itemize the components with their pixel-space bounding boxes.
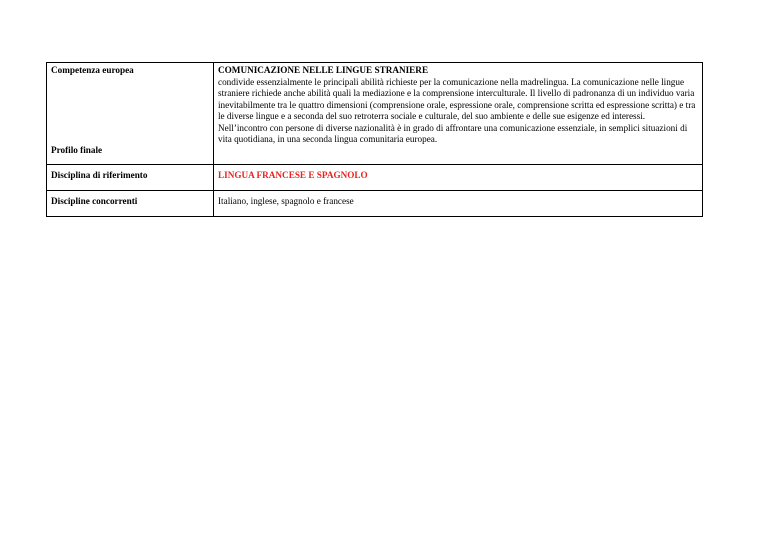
competence-description: condivide essenzialmente le principali abilità richieste per la comunicazione nella madrelingua. La comunicazione nelle lingue straniere richiede anche abilità quali la mediazione e la comprensione interculturale. Il livello di padronanza di un individuo varia inevitabilmente tra le quattro dimensioni (comprensione orale, espressione orale, comprensione scritta ed espressione scritta) e tra le diverse lingue e a seconda del suo retroterra sociale e culturale, del suo ambiente e delle sue esigenze ed interessi. bbox=[218, 76, 696, 121]
table-row bbox=[47, 191, 703, 217]
table-row bbox=[47, 165, 703, 191]
reference-discipline: LINGUA FRANCESE E SPAGNOLO bbox=[218, 170, 368, 180]
label-cell bbox=[47, 63, 214, 165]
label-discipline-concorrenti: Discipline concorrenti bbox=[47, 191, 214, 217]
label-disciplina-riferimento: Disciplina di riferimento bbox=[47, 165, 214, 191]
concurrent-disciplines: Italiano, inglese, spagnolo e francese bbox=[214, 191, 703, 217]
content-cell bbox=[214, 63, 703, 165]
value-cell bbox=[214, 165, 703, 191]
label-profilo-finale: Profilo finale bbox=[51, 145, 103, 155]
competence-title: COMUNICAZIONE NELLE LINGUE STRANIERE bbox=[218, 65, 429, 75]
profile-text: Nell’incontro con persone di diverse nazionalità è in grado di affrontare una comunicazione essenziale, in semplici situazioni di vita quotidiana, in una seconda lingua comunitaria europea. bbox=[218, 122, 688, 144]
curriculum-table bbox=[46, 62, 703, 217]
table-row bbox=[47, 63, 703, 165]
label-competenza-europea: Competenza europea bbox=[51, 65, 134, 75]
